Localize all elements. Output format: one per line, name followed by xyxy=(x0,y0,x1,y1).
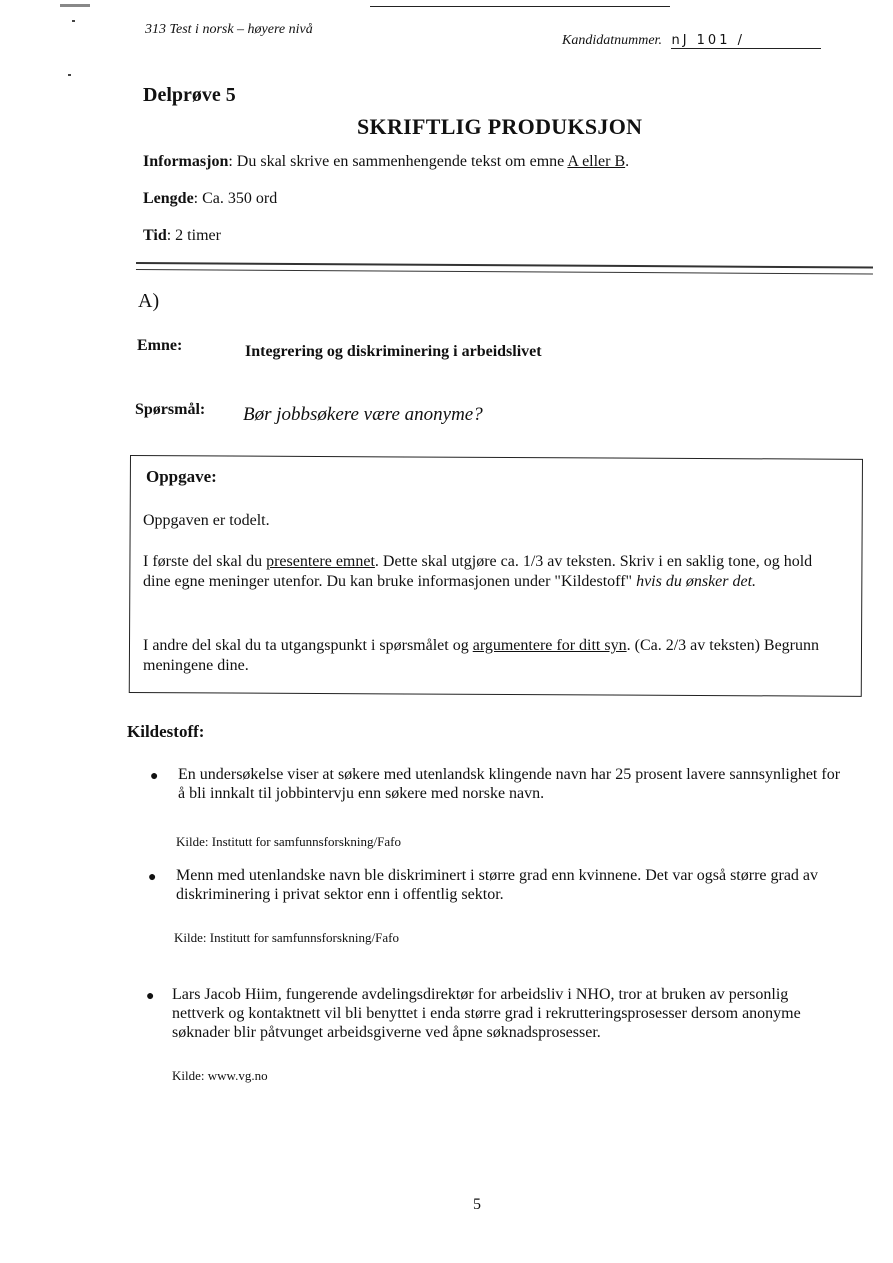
informasjon-label: Informasjon xyxy=(143,153,229,170)
bullet-icon: ● xyxy=(148,870,157,885)
scan-speck xyxy=(68,74,71,76)
oppgave-paragraph-3: I andre del skal du ta utgangspunkt i spørsmålet og argumentere for ditt syn. (Ca. 2/3 av teksten) Begrunn meningene dine. xyxy=(143,637,820,674)
kilde-item-3-text: Lars Jacob Hiim, fungerende avdelingsdirektør for arbeidsliv i NHO, tror at bruken av personlig nettverk og kontaktnett vil bli benyttet i enda større grad i rekrutteringsprosesser dersom anonyme søknader blir påtvunget arbeidsgiverne ved åpne søknadsprosesser. xyxy=(172,986,801,1041)
kilde-item-2-text: Menn med utenlandske navn ble diskriminert i større grad enn kvinnene. Det var også større grad av diskriminering i privat sektor enn i offentlig sektor. xyxy=(176,867,819,903)
emne-text: Integrering og diskriminering i arbeidslivet xyxy=(245,343,542,360)
kildestoff-heading: Kildestoff: xyxy=(127,722,205,741)
info-lengde xyxy=(143,190,277,208)
presentere-emnet: presentere emnet xyxy=(266,553,375,570)
lengde-text: : Ca. 350 ord xyxy=(193,190,278,207)
informasjon-text: : Du skal skrive en sammenhengende tekst om emne xyxy=(228,153,565,170)
informasjon-choice: A eller B xyxy=(567,153,626,170)
scan-mark xyxy=(60,4,90,7)
tid-text: : 2 timer xyxy=(166,227,221,244)
page-title: SKRIFTLIG PRODUKSJON xyxy=(357,114,643,139)
kilde-item-1-source: Kilde: Institutt for samfunnsforskning/Fafo xyxy=(176,834,401,849)
scan-speck xyxy=(72,20,75,22)
oppgave-paragraph-1: Oppgaven er todelt. xyxy=(143,512,270,529)
sporsmal-text: Bør jobbsøkere være anonyme? xyxy=(243,404,483,425)
info-informasjon: Informasjon: Du skal skrive en sammenhengende tekst om emne A eller B. xyxy=(143,153,630,170)
kilde-item-3-source: Kilde: www.vg.no xyxy=(172,1068,268,1083)
page-number: 5 xyxy=(473,1196,481,1213)
candidate-number: nJ 101 / xyxy=(671,33,821,49)
section-divider xyxy=(136,262,873,275)
delprove-heading: Delprøve 5 xyxy=(143,84,236,106)
oppgave-title: Oppgave: xyxy=(146,467,217,486)
bullet-icon: ● xyxy=(146,989,155,1004)
test-name: 313 Test i norsk – høyere nivå xyxy=(145,22,313,37)
kilde-item-2-source: Kilde: Institutt for samfunnsforskning/Fafo xyxy=(174,930,399,945)
emne-label: Emne: xyxy=(137,337,183,354)
tid-label: Tid xyxy=(143,227,167,244)
info-tid xyxy=(143,227,221,245)
top-rule xyxy=(370,6,670,7)
oppgave-paragraph-2: I første del skal du presentere emnet. Dette skal utgjøre ca. 1/3 av teksten. Skriv i en saklig tone, og hold dine egne meninger utenfor. Du kan bruke informasjonen under "Kildestoff" hvis du ønsker det. xyxy=(143,553,813,590)
argumentere-for-ditt-syn: argumentere for ditt syn xyxy=(472,637,627,654)
kilde-item-1-text: En undersøkelse viser at søkere med utenlandsk klingende navn har 25 prosent lavere sannsynlighet for å bli innkalt til jobbintervju enn søkere med norske navn. xyxy=(178,766,841,802)
section-a-label: A) xyxy=(138,290,160,312)
candidate-label: Kandidatnummer xyxy=(562,33,659,48)
lengde-label: Lengde xyxy=(143,190,194,207)
sporsmal-label: Spørsmål: xyxy=(135,401,206,418)
bullet-icon: ● xyxy=(150,769,159,784)
candidate-number-field: Kandidatnummer. nJ 101 / xyxy=(562,33,821,49)
